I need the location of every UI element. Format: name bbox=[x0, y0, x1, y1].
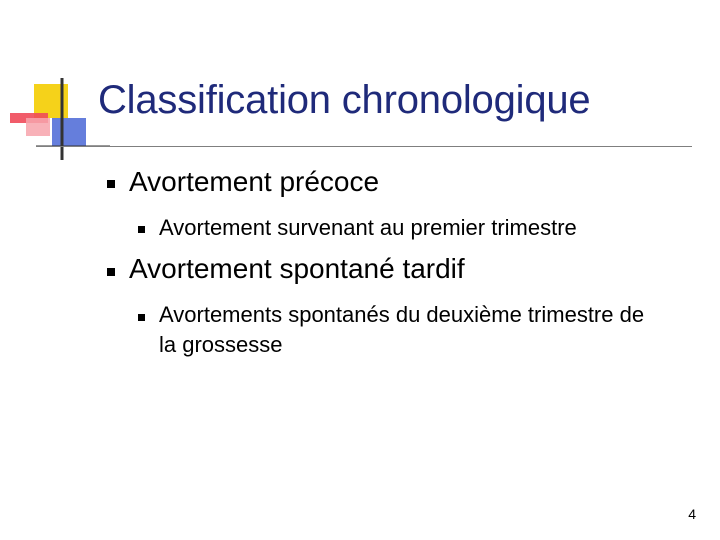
bullet-item: Avortement précoce bbox=[129, 166, 380, 197]
title-divider bbox=[36, 146, 692, 147]
sub-bullet-icon bbox=[138, 226, 145, 233]
slide-title: Classification chronologique bbox=[98, 78, 591, 122]
sub-bullet-item: Avortements spontanés du deuxième trimestre de la grossesse bbox=[159, 302, 645, 357]
sub-bullet-icon bbox=[138, 314, 145, 321]
page-number: 4 bbox=[688, 506, 696, 522]
sub-bullet-item: Avortement survenant au premier trimestre bbox=[159, 215, 577, 240]
bullet-icon bbox=[107, 268, 115, 276]
bullet-item: Avortement spontané tardif bbox=[129, 253, 465, 284]
bullet-icon bbox=[107, 180, 115, 188]
decorative-squares-logo bbox=[0, 0, 110, 170]
